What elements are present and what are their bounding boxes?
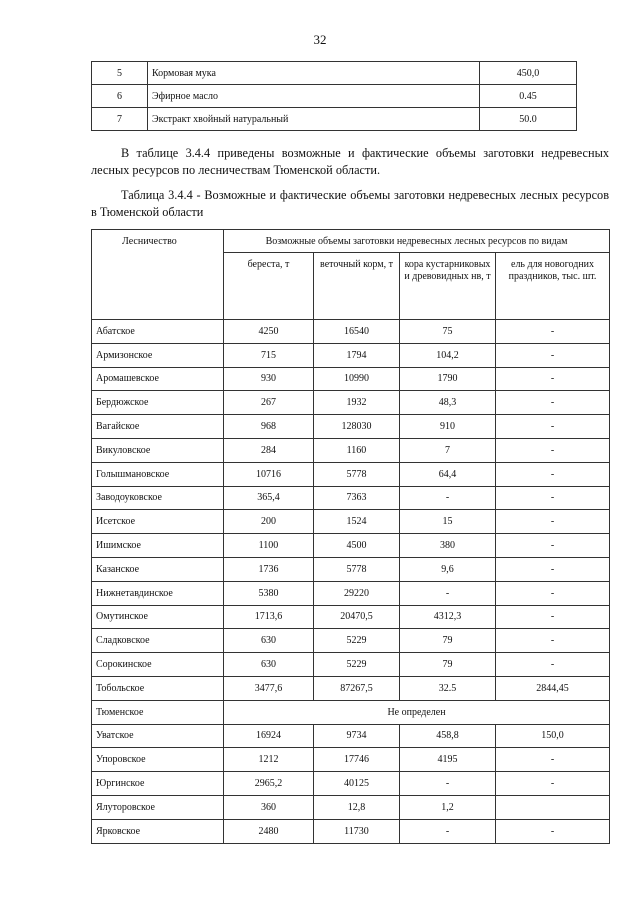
top-table [91, 61, 577, 131]
value-cell: - [496, 819, 610, 843]
value-cell: 48,3 [400, 391, 496, 415]
value-cell: 4312,3 [400, 605, 496, 629]
table-row [92, 510, 610, 534]
value-cell: - [496, 581, 610, 605]
row-number: 7 [92, 108, 148, 131]
table-row [92, 700, 610, 724]
value-cell: - [400, 819, 496, 843]
paragraph-intro-text: В таблице 3.4.4 приведены возможные и фактические объемы заготовки недревесных лесных ресурсов по лесничествам Тюменской области. [91, 146, 609, 177]
table-row [92, 367, 610, 391]
subheader-bark: кора кустарниковых и древовидных нв, т [400, 253, 496, 320]
table-row [92, 415, 610, 439]
value-cell: 10990 [314, 367, 400, 391]
value-cell: 5778 [314, 557, 400, 581]
value-cell: 910 [400, 415, 496, 439]
forestry-name: Викуловское [92, 438, 224, 462]
product-name: Кормовая мука [148, 62, 480, 85]
value-cell: 630 [224, 653, 314, 677]
forestry-name: Ишимское [92, 534, 224, 558]
value-cell: - [496, 320, 610, 344]
product-value: 50.0 [480, 108, 577, 131]
row-number: 6 [92, 85, 148, 108]
value-cell: 1794 [314, 343, 400, 367]
value-cell: 75 [400, 320, 496, 344]
value-cell: 200 [224, 510, 314, 534]
forestry-name: Тюменское [92, 700, 224, 724]
value-cell: 150,0 [496, 724, 610, 748]
value-cell: 40125 [314, 772, 400, 796]
value-cell: 715 [224, 343, 314, 367]
value-cell: 1932 [314, 391, 400, 415]
value-cell: 968 [224, 415, 314, 439]
value-cell: - [496, 605, 610, 629]
merged-cell: Не определен [224, 700, 610, 724]
subheader-birch-bark: береста, т [224, 253, 314, 320]
value-cell: 284 [224, 438, 314, 462]
table-row [92, 581, 610, 605]
value-cell: 128030 [314, 415, 400, 439]
value-cell: 9734 [314, 724, 400, 748]
value-cell: 2965,2 [224, 772, 314, 796]
top-table-row [92, 108, 577, 131]
value-cell: - [496, 391, 610, 415]
table-row [92, 534, 610, 558]
value-cell: 380 [400, 534, 496, 558]
forestry-name: Ярковское [92, 819, 224, 843]
value-cell: 4250 [224, 320, 314, 344]
value-cell: - [496, 415, 610, 439]
table-row [92, 320, 610, 344]
subheader-spruce: ель для новогодних праздников, тыс. шт. [496, 253, 610, 320]
table-row [92, 343, 610, 367]
value-cell: 630 [224, 629, 314, 653]
value-cell: 1212 [224, 748, 314, 772]
value-cell: 4500 [314, 534, 400, 558]
value-cell: 16924 [224, 724, 314, 748]
value-cell: 15 [400, 510, 496, 534]
forestry-name: Уватское [92, 724, 224, 748]
forestry-name: Нижнетавдинское [92, 581, 224, 605]
table-row [92, 629, 610, 653]
forestry-name: Юргинское [92, 772, 224, 796]
value-cell: - [496, 510, 610, 534]
table-row [92, 557, 610, 581]
forestry-name: Заводоуковское [92, 486, 224, 510]
value-cell: - [496, 367, 610, 391]
value-cell: - [400, 772, 496, 796]
value-cell: - [496, 772, 610, 796]
top-table-row [92, 62, 577, 85]
subheader-branch-feed: веточный корм, т [314, 253, 400, 320]
value-cell: - [496, 438, 610, 462]
value-cell: 87267,5 [314, 676, 400, 700]
forestry-name: Казанское [92, 557, 224, 581]
value-cell: 4195 [400, 748, 496, 772]
value-cell: 104,2 [400, 343, 496, 367]
table-row [92, 653, 610, 677]
value-cell: 12,8 [314, 795, 400, 819]
forestry-name: Абатское [92, 320, 224, 344]
paragraph-intro [91, 145, 609, 179]
forestry-name: Армизонское [92, 343, 224, 367]
value-cell: 20470,5 [314, 605, 400, 629]
table-row [92, 676, 610, 700]
value-cell: - [496, 343, 610, 367]
table-row [92, 795, 610, 819]
value-cell: 3477,6 [224, 676, 314, 700]
table-row [92, 819, 610, 843]
forestry-name: Исетское [92, 510, 224, 534]
table-row [92, 748, 610, 772]
value-cell: 1100 [224, 534, 314, 558]
product-value: 0.45 [480, 85, 577, 108]
value-cell: 16540 [314, 320, 400, 344]
value-cell: 5778 [314, 462, 400, 486]
forestry-name: Омутинское [92, 605, 224, 629]
value-cell: 365,4 [224, 486, 314, 510]
forestry-name: Тобольское [92, 676, 224, 700]
header-forestry: Лесничество [92, 230, 224, 320]
table-row [92, 438, 610, 462]
value-cell: - [496, 629, 610, 653]
value-cell: 5229 [314, 653, 400, 677]
value-cell: 7363 [314, 486, 400, 510]
forestry-name: Упоровское [92, 748, 224, 772]
product-name: Эфирное масло [148, 85, 480, 108]
table-row [92, 605, 610, 629]
value-cell: - [400, 581, 496, 605]
table-row [92, 772, 610, 796]
product-name: Экстракт хвойный натуральный [148, 108, 480, 131]
forestry-name: Аромашевское [92, 367, 224, 391]
value-cell: 267 [224, 391, 314, 415]
table-row [92, 391, 610, 415]
value-cell: - [496, 653, 610, 677]
header-group: Возможные объемы заготовки недревесных лесных ресурсов по видам [224, 230, 610, 253]
table-caption [91, 187, 609, 221]
value-cell: 1736 [224, 557, 314, 581]
value-cell: 64,4 [400, 462, 496, 486]
value-cell: 1,2 [400, 795, 496, 819]
value-cell: 17746 [314, 748, 400, 772]
value-cell: 458,8 [400, 724, 496, 748]
value-cell: 2844,45 [496, 676, 610, 700]
table-row [92, 486, 610, 510]
forestry-name: Ялуторовское [92, 795, 224, 819]
top-table-row [92, 85, 577, 108]
value-cell: 79 [400, 629, 496, 653]
value-cell: 2480 [224, 819, 314, 843]
value-cell: - [496, 534, 610, 558]
value-cell: 1524 [314, 510, 400, 534]
table-row [92, 462, 610, 486]
value-cell: 10716 [224, 462, 314, 486]
forestry-name: Голышмановское [92, 462, 224, 486]
value-cell: 1160 [314, 438, 400, 462]
value-cell: - [496, 557, 610, 581]
forestry-name: Сорокинское [92, 653, 224, 677]
table-row [92, 724, 610, 748]
value-cell: 9,6 [400, 557, 496, 581]
value-cell: 1713,6 [224, 605, 314, 629]
product-value: 450,0 [480, 62, 577, 85]
value-cell: - [496, 486, 610, 510]
value-cell: 1790 [400, 367, 496, 391]
row-number: 5 [92, 62, 148, 85]
value-cell: - [496, 748, 610, 772]
value-cell: - [496, 462, 610, 486]
forestry-name: Сладковское [92, 629, 224, 653]
value-cell [496, 795, 610, 819]
page-number: 32 [313, 32, 327, 47]
value-cell: 930 [224, 367, 314, 391]
forestry-name: Вагайское [92, 415, 224, 439]
value-cell: 29220 [314, 581, 400, 605]
table-caption-text: Таблица 3.4.4 - Возможные и фактические объемы заготовки недревесных лесных ресурсов в Тюменской области [91, 188, 609, 219]
value-cell: 79 [400, 653, 496, 677]
value-cell: 5229 [314, 629, 400, 653]
value-cell: 7 [400, 438, 496, 462]
main-table [91, 229, 610, 844]
forestry-name: Бердюжское [92, 391, 224, 415]
value-cell: 5380 [224, 581, 314, 605]
value-cell: 11730 [314, 819, 400, 843]
value-cell: 32.5 [400, 676, 496, 700]
value-cell: 360 [224, 795, 314, 819]
value-cell: - [400, 486, 496, 510]
